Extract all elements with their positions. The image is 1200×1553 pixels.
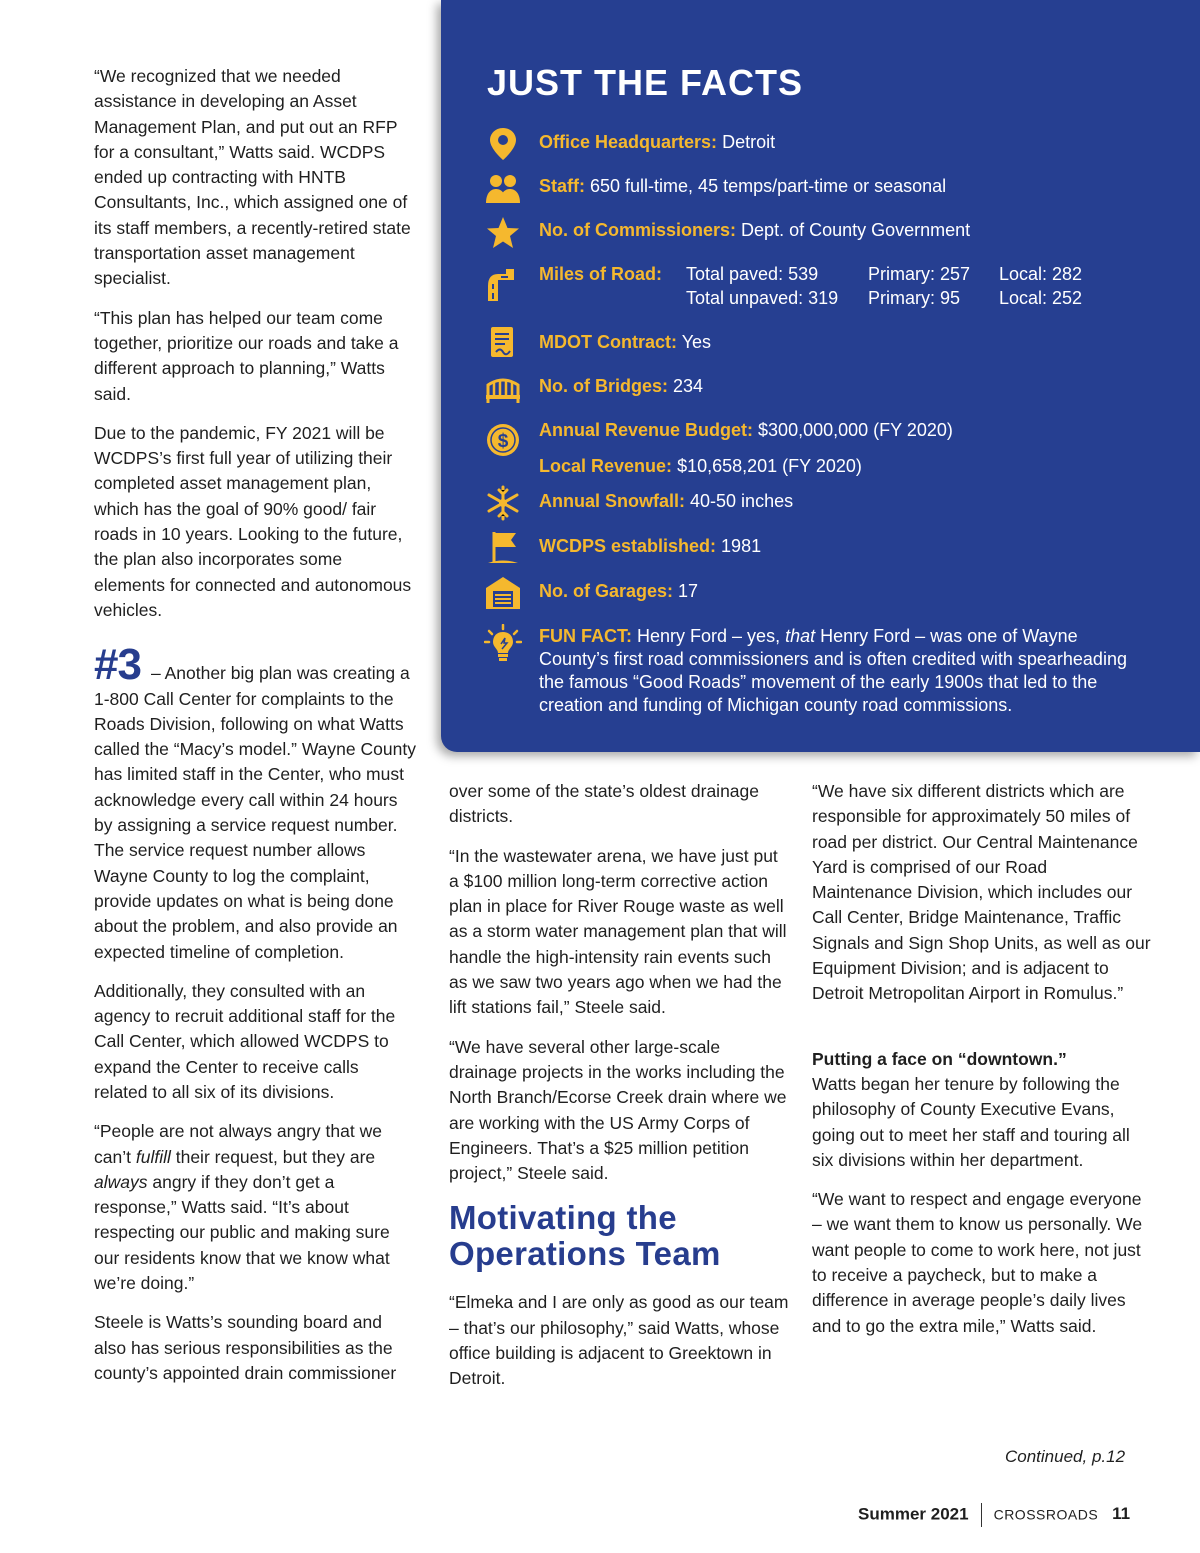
text-emphasis: always [94, 1171, 148, 1192]
garage-icon [484, 574, 522, 612]
snowflake-icon [484, 484, 522, 522]
fact-value: Dept. of County Government [741, 220, 971, 240]
paragraph: “Elmeka and I are only as good as our team – that’s our philosophy,” said Watts, whose office building is adjacent to Greektown in Detroit. [449, 1292, 789, 1389]
paragraph-text: Watts began her tenure by following the philosophy of County Executive Evans, going out to meet her staff and touring all six divisions within her department. [812, 1073, 1130, 1170]
fact-value: 17 [678, 581, 699, 601]
fact-garages [539, 580, 1159, 603]
fact-bridges [539, 375, 1159, 398]
fact-value: Yes [681, 332, 712, 352]
fact-emphasis: that [785, 626, 816, 646]
fact-label: MDOT Contract: [539, 332, 677, 352]
paragraph: “We have six different districts which are responsible for approximately 50 miles of road per district. Our Central Maintenance Yard is comprised of our Road Maintenance Division, which includes our Call Center, Bridge Maintenance, Traffic Signals and Sign Shop Units, as well as our Equipment Division; and is adjacent to Detroit Metropolitan Airport in Romulus.” [812, 781, 1151, 1004]
fact-text: Henry Ford – was one of Wayne County’s first road commissioners and is often credited with spearheading the famous “Good Roads” movement of the early 1900s that led to the creation and funding of Michigan county road commissions. [539, 626, 1127, 715]
text-run: their request, but they are [175, 1146, 376, 1167]
fact-label: Annual Revenue Budget: [539, 420, 754, 440]
fact-value: 40-50 inches [690, 491, 794, 511]
fact-value: 1981 [721, 536, 762, 556]
fact-value: $300,000,000 (FY 2020) [758, 420, 953, 440]
just-the-facts-box [441, 0, 1200, 752]
fact-value: Detroit [722, 132, 776, 152]
item-number: #3 [94, 640, 141, 690]
fact-label: No. of Commissioners: [539, 220, 737, 240]
fact-value: 650 full-time, 45 temps/part-time or seasonal [590, 176, 947, 196]
bridge-icon [484, 369, 522, 407]
fact-label: Office Headquarters: [539, 132, 718, 152]
fact-local-revenue [539, 455, 1159, 478]
paragraph: “We want to respect and engage everyone – we want them to know us personally. We want people to come to work here, not just to receive a paycheck, but to make a difference in average people’s daily lives and to go the extra mile,” Watts said. [812, 1189, 1143, 1336]
paragraph: Additionally, they consulted with an agency to recruit additional staff for the Call Center, which allowed WCDPS to expand the Center to receive calls related to all six of its divisions. [94, 980, 396, 1102]
fact-roads-label [539, 263, 689, 286]
fact-text: Henry Ford – yes, [637, 626, 781, 646]
roads-total-unpaved: Total unpaved: 319 [686, 288, 839, 308]
fact-label: Annual Snowfall: [539, 491, 685, 511]
star-icon [484, 214, 522, 252]
fact-value: 234 [673, 376, 704, 396]
contract-document-icon [484, 324, 522, 362]
text-run: “People are not always angry that we can’t [94, 1121, 382, 1167]
fact-label: No. of Garages: [539, 581, 674, 601]
paragraph: Steele is Watts’s sounding board and also has serious responsibilities as the county’s appointed drain commissioner [94, 1312, 397, 1383]
fact-label: Local Revenue: [539, 456, 673, 476]
fact-label: FUN FACT: [539, 626, 632, 646]
facts-title: JUST THE FACTS [487, 62, 804, 103]
paragraph: Due to the pandemic, FY 2021 will be WCDPS’s first full year of utilizing their completed asset management plan, which has the goal of 90% good/ fair roads in 10 years. Looking to the future, the plan also incorporates some elements for connected and autonomous vehicles. [94, 422, 412, 620]
fact-snowfall [539, 490, 1159, 513]
fact-commissioners [539, 219, 1159, 242]
staff-people-icon [484, 169, 522, 207]
fact-label: No. of Bridges: [539, 376, 668, 396]
issue-season: Summer 2021 [858, 1504, 969, 1524]
roads-unpaved-primary: Primary: 95 [868, 288, 961, 308]
paragraph: “This plan has helped our team come together, prioritize our roads and take a different approach to planning,” Watts said. [94, 307, 399, 404]
fact-label: WCDPS established: [539, 536, 717, 556]
dollar-coin-icon [484, 421, 522, 459]
fact-value: $10,658,201 (FY 2020) [677, 456, 862, 476]
paragraph-with-subhead [812, 1047, 1152, 1173]
svg-text:$: $ [497, 431, 509, 452]
page-footer [858, 1503, 1130, 1527]
fact-mdot [539, 331, 1159, 354]
left-column [94, 64, 416, 1400]
location-pin-icon [484, 125, 522, 163]
fact-label: Miles of Road: [539, 264, 663, 284]
page-number: 11 [1112, 1504, 1131, 1524]
paragraph: “We recognized that we needed assistance in developing an Asset Management Plan, and put out an RFP for a consultant,” Watts said. WCDPS ended up contracting with HNTB Consultants, Inc., which assigned one of its staff members, a recently-retired state transportation asset management specialist. [94, 66, 411, 289]
paragraph: over some of the state’s oldest drainage districts. [449, 781, 760, 827]
roads-total-paved: Total paved: 539 [686, 264, 819, 284]
paragraph-quote [94, 1119, 416, 1296]
lightbulb-icon [484, 624, 522, 662]
continued-note: Continued, p.12 [1005, 1447, 1126, 1466]
fact-staff [539, 175, 1159, 198]
paragraph: “In the wastewater arena, we have just put a $100 million long-term corrective action plan in place for River Rouge waste as well as a storm water management plan that will handle the high-intensity rain events such as we saw two years ago when we had the lift stations fail,” Steele said. [449, 845, 787, 1018]
roads-paved-local: Local: 282 [999, 264, 1083, 284]
fact-label: Staff: [539, 176, 585, 196]
text-emphasis: fulfill [135, 1146, 171, 1167]
subhead: Putting a face on “downtown.” [812, 1048, 1067, 1069]
fact-budget [539, 419, 1159, 442]
middle-column [449, 779, 789, 1406]
footer-divider [981, 1503, 982, 1527]
roads-unpaved-local: Local: 252 [999, 288, 1083, 308]
text-run: angry if they don’t get a response,” Watts said. “It’s about respecting our public and making sure our residents know that we know what we’re doing.” [94, 1171, 390, 1294]
paragraph: “We have several other large-scale drainage projects in the works including the North Branch/Ecorse Creek drain where we are working with the US Army Corps of Engineers. That’s a $25 million petition project,” Steele said. [449, 1036, 787, 1184]
magazine-name: CROSSROADS [993, 1506, 1099, 1523]
fact-hq [539, 131, 1159, 154]
paragraph-numbered [94, 640, 416, 965]
flag-icon [484, 528, 522, 566]
fact-fun-fact [539, 625, 1149, 717]
fact-established [539, 535, 1159, 558]
right-column [812, 779, 1152, 1353]
road-icon [484, 266, 522, 304]
roads-paved-primary: Primary: 257 [868, 264, 971, 284]
paragraph-text: – Another big plan was creating a 1-800 Call Center for complaints to the Roads Division, following on what Watts called the “Macy’s model.” Wayne County has limited staff in the Center, who must acknowledge every call within 24 hours by assigning a service request number. The service request number allows Wayne County to log the complaint, provide updates on what is being done about the problem, and also provide an expected timeline of completion. [94, 663, 416, 962]
section-heading: Motivating the Operations Team [449, 1199, 721, 1273]
